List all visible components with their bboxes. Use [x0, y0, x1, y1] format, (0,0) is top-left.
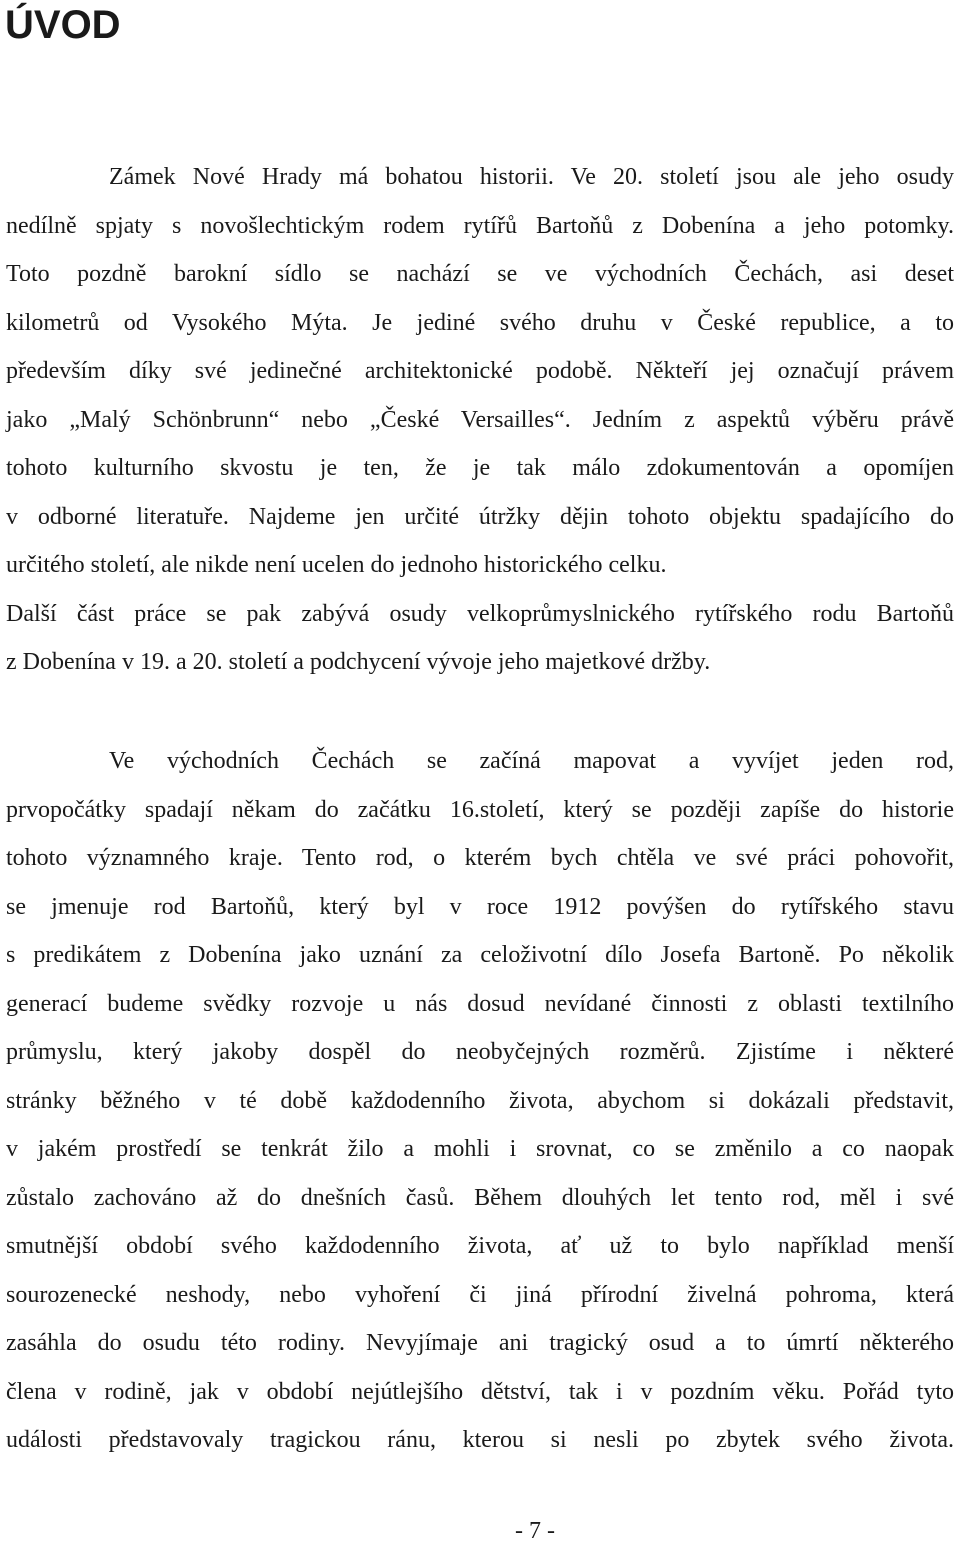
paragraph-line: se jmenuje rod Bartoňů, který byl v roce 1912 povýšen do rytířského stavu	[6, 893, 954, 920]
paragraph-intro	[6, 153, 954, 687]
paragraph-line: z Dobenína v 19. a 20. století a podchycení vývoje jeho majetkové držby.	[6, 649, 711, 675]
paragraph-line: především díky své jedinečné architektonické podobě. Někteří jej označují právem	[6, 358, 954, 384]
paragraph-line: určitého století, ale nikde není ucelen do jednoho historického celku.	[6, 552, 667, 578]
paragraph-line: člena v rodině, jak v období nejútlejšího dětství, tak i v pozdním věku. Pořád tyto	[6, 1378, 954, 1405]
paragraph-line: Toto pozdně barokní sídlo se nachází se ve východních Čechách, asi deset	[6, 261, 954, 287]
paragraph-line: jako „Malý Schönbrunn“ nebo „České Versailles“. Jedním z aspektů výběru právě	[6, 406, 954, 433]
paragraph-line: Další část práce se pak zabývá osudy velkoprůmyslnického rytířského rodu Bartoňů	[6, 600, 954, 627]
paragraph-line: prvopočátky spadají někam do začátku 16.století, který se později zapíše do historie	[6, 796, 954, 823]
paragraph-line: zůstalo zachováno až do dnešních časů. Během dlouhých let tento rod, měl i své	[6, 1184, 954, 1211]
paragraph-line: Ve východních Čechách se začíná mapovat a vyvíjet jeden rod,	[109, 748, 954, 774]
paragraph-line: stránky běžného v té době každodenního života, abychom si dokázali představit,	[6, 1087, 954, 1114]
paragraph-line: průmyslu, který jakoby dospěl do neobyčejných rozměrů. Zjistíme i některé	[6, 1039, 954, 1065]
paragraph-family	[6, 737, 954, 1465]
paragraph-line: s predikátem z Dobenína jako uznání za celoživotní dílo Josefa Bartoně. Po několik	[6, 942, 954, 968]
paragraph-line: sourozenecké neshody, nebo vyhoření či jiná přírodní živelná pohroma, která	[6, 1281, 954, 1308]
page-number: - 7 -	[515, 1518, 555, 1544]
paragraph-line: tohoto významného kraje. Tento rod, o kterém bych chtěla ve své práci pohovořit,	[6, 845, 954, 871]
paragraph-line: události představovaly tragickou ránu, kterou si nesli po zbytek svého života.	[6, 1427, 954, 1453]
paragraph-line: v jakém prostředí se tenkrát žilo a mohli i srovnat, co se změnilo a co naopak	[6, 1136, 954, 1162]
chapter-heading: ÚVOD	[5, 3, 121, 47]
paragraph-line: smutnější období svého každodenního života, ať už to bylo například menší	[6, 1233, 954, 1259]
paragraph-line: kilometrů od Vysokého Mýta. Je jediné svého druhu v České republice, a to	[6, 309, 954, 336]
paragraph-line: v odborné literatuře. Najdeme jen určité útržky dějin tohoto objektu spadajícího do	[6, 503, 954, 530]
paragraph-line: zasáhla do osudu této rodiny. Nevyjímaje ani tragický osud a to úmrtí některého	[6, 1330, 954, 1356]
paragraph-line: generací budeme svědky rozvoje u nás dosud nevídané činnosti z oblasti textilního	[6, 990, 954, 1017]
paragraph-line: nedílně spjaty s novošlechtickým rodem rytířů Bartoňů z Dobenína a jeho potomky.	[6, 212, 954, 239]
paragraph-line: Zámek Nové Hrady má bohatou historii. Ve 20. století jsou ale jeho osudy	[109, 164, 954, 190]
paragraph-line: tohoto kulturního skvostu je ten, že je tak málo zdokumentován a opomíjen	[6, 455, 954, 481]
